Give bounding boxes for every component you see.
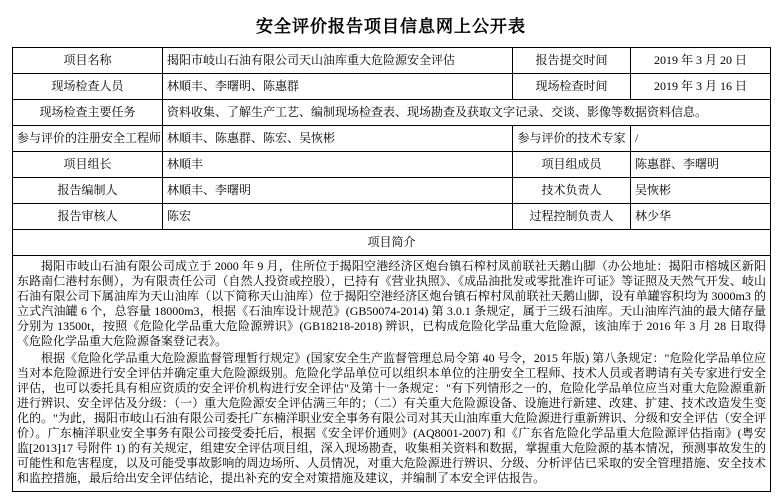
summary-paragraph-1: 揭阳市岐山石油有限公司成立于 2000 年 9 月，住所位于揭阳空港经济区炮台镇石榨村凤前联社天鹅山脚（办公地址：揭阳市榕城区新阳东路南仁港村东侧），为有限责任公司（自然人投资或控股），已持有《营业执照》、《成品油批发或零批准许可证》等证照及天然气开发、岐山石油有限公司下属油库为天山油库（以下简称天山油库）位于揭阳空港经济区炮台镇石榨村凤前联社天鹅山脚，设有单罐容积均为 3000m3 的立式汽油罐 6 个，总容量 18000m3，根据《石油库设计规范》(GB50074-2014) 第 3.0.1 条规定，属于三级石油库。天山油库汽油的最大储存量分别为 13500t，按照《危险化学品重大危险源辨识》(GB18218-2018) 辨识，已构成危险化学品重大危险源，该油库于 2016 年 3 月 28 日取得《危险化学品重大危险源备案登记表》。 bbox=[17, 259, 766, 348]
row-label-submit-time: 报告提交时间 bbox=[513, 48, 631, 74]
summary-header: 项目简介 bbox=[13, 230, 771, 256]
table-row bbox=[13, 74, 771, 100]
table-row bbox=[13, 152, 771, 178]
row-label-tech-lead: 技术负责人 bbox=[513, 178, 631, 204]
row-value-submit-time: 2019 年 3 月 20 日 bbox=[631, 48, 771, 74]
row-label-inspectors: 现场检查人员 bbox=[13, 74, 163, 100]
row-value-team-leader: 林順丰 bbox=[163, 152, 513, 178]
table-row bbox=[13, 100, 771, 126]
row-value-project-name: 揭阳市岐山石油有限公司天山油库重大危险源安全评估 bbox=[163, 48, 513, 74]
project-info-table bbox=[12, 47, 771, 492]
row-value-experts: / bbox=[631, 126, 771, 152]
row-value-engineers: 林順丰、陈惠群、陈宏、吴恢彬 bbox=[163, 126, 513, 152]
row-value-inspect-time: 2019 年 3 月 16 日 bbox=[631, 74, 771, 100]
table-row bbox=[13, 178, 771, 204]
row-value-inspection-tasks: 资料收集、了解生产工艺、编制现场检查表、现场勘查及获取文字记录、交谈、影像等数据资料信息。 bbox=[163, 100, 771, 126]
row-value-tech-lead: 吴恢彬 bbox=[631, 178, 771, 204]
row-label-team-leader: 项目组长 bbox=[13, 152, 163, 178]
table-row bbox=[13, 126, 771, 152]
row-label-inspect-time: 现场检查时间 bbox=[513, 74, 631, 100]
row-label-inspection-tasks: 现场检查主要任务 bbox=[13, 100, 163, 126]
row-label-experts: 参与评价的技术专家 bbox=[513, 126, 631, 152]
row-value-inspectors: 林順丰、李曙明、陈惠群 bbox=[163, 74, 513, 100]
row-label-project-name: 项目名称 bbox=[13, 48, 163, 74]
table-row bbox=[13, 48, 771, 74]
row-value-report-writer: 林順丰、李曙明 bbox=[163, 178, 513, 204]
row-label-engineers: 参与评价的注册安全工程师 bbox=[13, 126, 163, 152]
page-title: 安全评价报告项目信息网上公开表 bbox=[256, 17, 526, 36]
row-value-report-reviewer: 陈宏 bbox=[163, 204, 513, 230]
row-value-process-control: 林少华 bbox=[631, 204, 771, 230]
row-label-process-control: 过程控制负责人 bbox=[513, 204, 631, 230]
table-row bbox=[13, 204, 771, 230]
table-row-summary-body bbox=[13, 256, 771, 492]
row-label-report-writer: 报告编制人 bbox=[13, 178, 163, 204]
row-label-report-reviewer: 报告审核人 bbox=[13, 204, 163, 230]
row-label-team-members: 项目组成员 bbox=[513, 152, 631, 178]
row-value-team-members: 陈惠群、李曙明 bbox=[631, 152, 771, 178]
summary-body bbox=[13, 256, 771, 492]
table-row-summary-header bbox=[13, 230, 771, 256]
summary-paragraph-2: 根据《危险化学品重大危险源监督管理暂行规定》(国家安全生产监督管理总局令第 40 号令，2015 年版) 第八条规定："危险化学品单位应当对本危险源进行安全评估并确定重大危险源级别。危险化学品单位可以组织本单位的注册安全工程师、技术人员或者聘请有关专家进行安全评估，也可以委托具有相应资质的安全评价机构进行安全评估"及第十一条规定："有下列情形之一的，危险化学品单位应当对重大危险源重新进行辨识、安全评估及分级：（一）重大危险源安全评估满三年的；（二）有关重大危险源设备、设施进行新建、改建、扩建、技术改造发生变化的。"为此，揭阳市岐山石油有限公司委托广东楠洋职业安全事务有限公司对其天山油库重大危险源进行重新辨识、分级和安全评估（安全评价）。广东楠洋职业安全事务有限公司接受委托后，根据《安全评价通则》(AQ8001-2007) 和《广东省危险化学品重大危险源评估指南》(粤安监[2013]17 号附件 1) 的有关规定，组建安全评估项目组，深入现场勘查，收集相关资料和数据，掌握重大危险源的基本情况，预测事故发生的可能性和危害程度，以及可能受事故影响的周边场所、人员情况，对重大危险源进行辨识、分级、分析评估已采取的安全管理措施、安全技术和监控措施，最后给出安全评估结论，提出补充的安全对策措施及建议，并编制了本安全评估报告。 bbox=[17, 351, 766, 485]
